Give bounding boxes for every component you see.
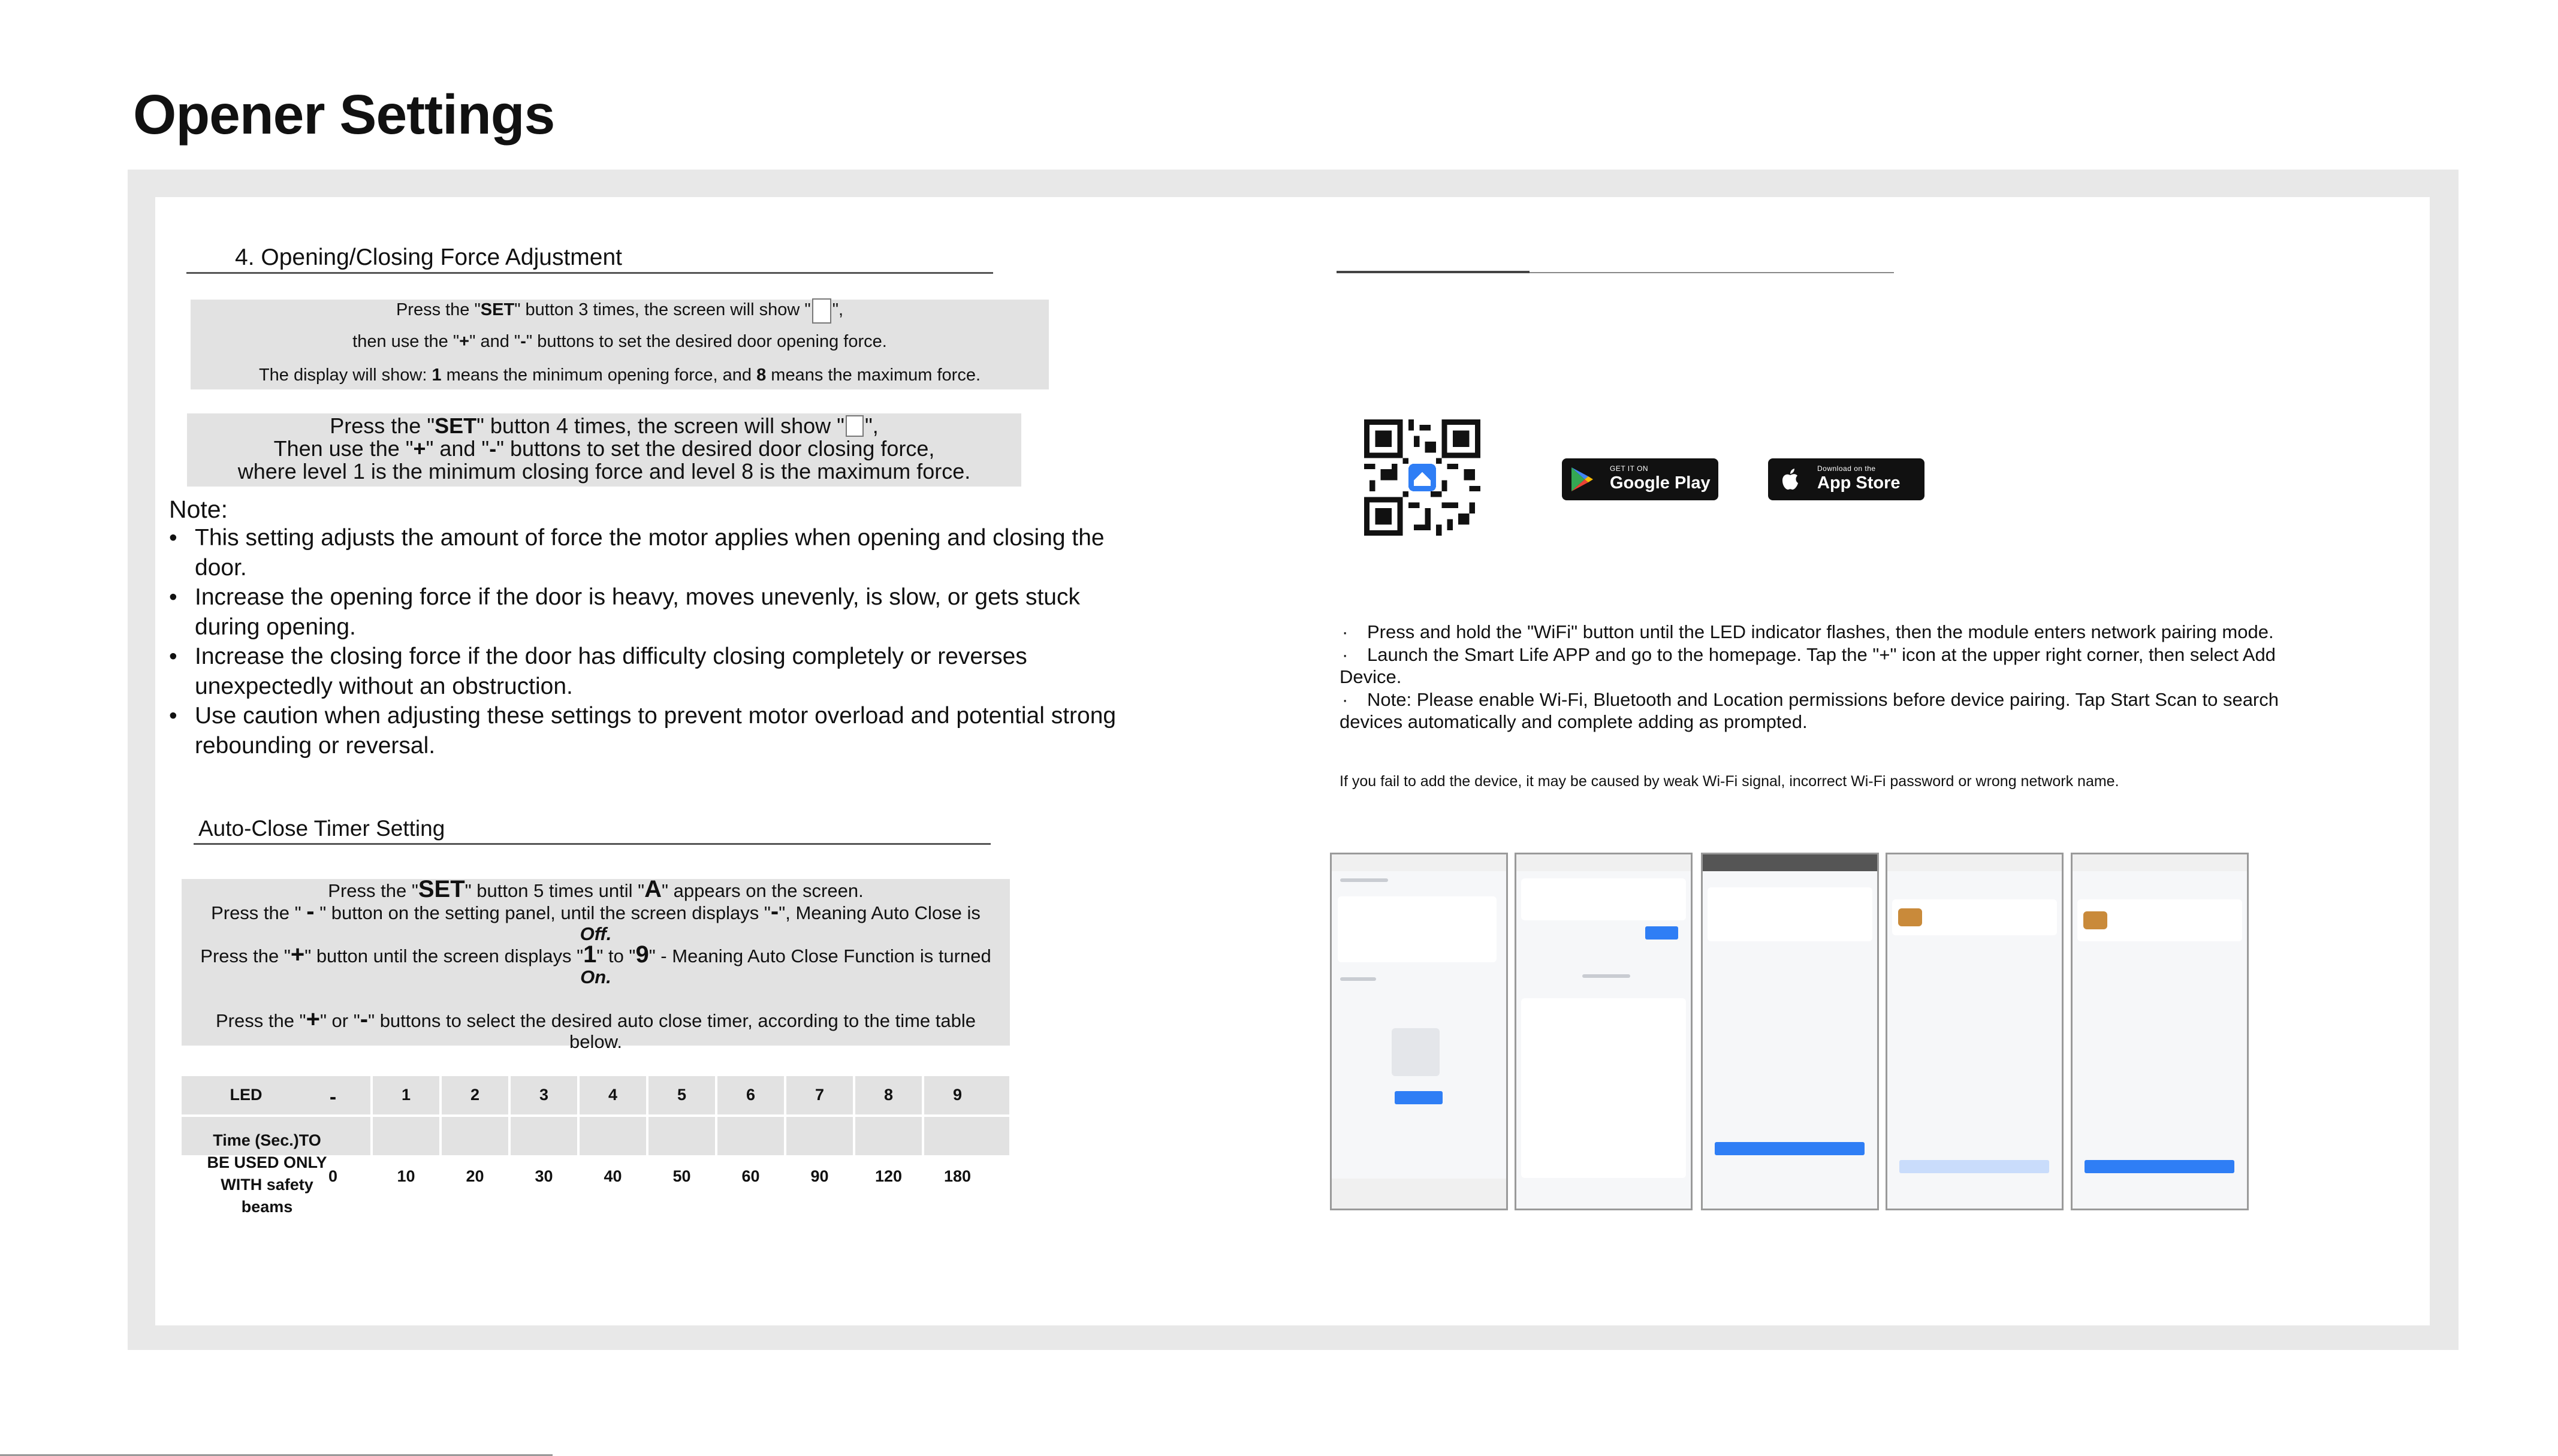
text: " buttons to select the desired auto close timer, according to the time table bbox=[368, 1010, 976, 1031]
text: means the maximum force. bbox=[766, 365, 981, 385]
column-separator bbox=[853, 1117, 855, 1155]
text: " button 4 times, the screen will show " bbox=[476, 413, 844, 438]
auto-close-instructions bbox=[182, 876, 1010, 1052]
google-play-button[interactable] bbox=[1562, 458, 1718, 500]
level-cell: 1 bbox=[401, 1086, 411, 1104]
closing-line-2 bbox=[187, 437, 1021, 460]
step-bullet: · bbox=[1342, 644, 1349, 665]
level-cell: 4 bbox=[608, 1086, 618, 1104]
seconds-cell: 120 bbox=[874, 1167, 903, 1185]
auto-on-text: On. bbox=[580, 966, 611, 987]
auto-line-4 bbox=[182, 1006, 1010, 1032]
app-screenshot-add-device bbox=[1515, 853, 1693, 1210]
app-screenshot-wifi bbox=[1701, 853, 1879, 1210]
placeholder-line bbox=[1340, 878, 1388, 882]
scan-button bbox=[1645, 926, 1678, 940]
force-notes-list bbox=[169, 523, 1128, 760]
column-separator bbox=[577, 1117, 580, 1155]
add-device-button bbox=[1395, 1091, 1443, 1104]
done-button-disabled bbox=[1899, 1160, 2049, 1173]
opening-force-instructions bbox=[191, 300, 1049, 389]
plus-key: + bbox=[459, 332, 470, 351]
placeholder-card bbox=[1338, 896, 1497, 962]
plus-key: + bbox=[290, 941, 305, 968]
column-separator bbox=[784, 1076, 786, 1114]
max-value: 8 bbox=[756, 365, 767, 385]
garage-icon bbox=[1898, 908, 1922, 926]
column-separator bbox=[784, 1117, 786, 1155]
column-separator bbox=[922, 1076, 924, 1114]
display-a: A bbox=[644, 876, 662, 902]
app-heading-rule-accent bbox=[1337, 271, 1530, 273]
text: " button until the screen displays " bbox=[304, 946, 584, 966]
app-screenshot-added bbox=[2071, 853, 2249, 1210]
note-item: • Increase the opening force if the door is heavy, moves unevenly, is slow, or gets stuck during opening. bbox=[169, 582, 1128, 642]
google-play-icon bbox=[1570, 466, 1594, 493]
level-cell: 7 bbox=[815, 1086, 825, 1104]
opening-line-1 bbox=[191, 298, 1049, 324]
minus-key: - bbox=[306, 898, 315, 925]
closing-line-1 bbox=[187, 415, 1021, 437]
step-bullet: · bbox=[1342, 621, 1349, 642]
auto-line-2 bbox=[182, 898, 1010, 925]
device-grid-card bbox=[1521, 998, 1686, 1178]
text: " button 5 times until " bbox=[464, 880, 645, 901]
garage-icon bbox=[2083, 911, 2107, 929]
force-heading-rule bbox=[186, 272, 993, 274]
text: " or " bbox=[319, 1010, 360, 1031]
column-separator bbox=[508, 1117, 511, 1155]
column-separator bbox=[370, 1076, 373, 1114]
text: The display will show: bbox=[258, 365, 432, 385]
pairing-step bbox=[1340, 621, 2286, 644]
auto-close-rule bbox=[194, 843, 991, 845]
level-cell: 5 bbox=[677, 1086, 687, 1104]
text: Press the " bbox=[396, 300, 481, 319]
seconds-cell: 60 bbox=[741, 1167, 760, 1185]
text: " button on the setting panel, until the screen displays " bbox=[314, 902, 771, 923]
minus-key: - bbox=[360, 1006, 369, 1032]
force-section-heading: 4. Opening/Closing Force Adjustment bbox=[235, 244, 623, 270]
text: Press the " bbox=[330, 413, 435, 438]
app-store-small: Download on the bbox=[1817, 464, 1876, 473]
pairing-steps bbox=[1340, 621, 2286, 733]
row-label-line: BE USED ONLY bbox=[207, 1153, 327, 1171]
troubleshoot-hint: If you fail to add the device, it may be caused by weak Wi-Fi signal, incorrect Wi-Fi password or wrong network name. bbox=[1340, 773, 2119, 790]
step-text: Press and hold the "WiFi" button until the LED indicator flashes, then the module enters network pairing mode. bbox=[1367, 621, 2274, 642]
auto-line-4-end: below. bbox=[569, 1031, 622, 1052]
closing-line-3: where level 1 is the minimum closing force and level 8 is the maximum force. bbox=[237, 459, 971, 484]
column-separator bbox=[922, 1117, 924, 1155]
column-separator bbox=[370, 1117, 373, 1155]
text: Press the " bbox=[200, 946, 291, 966]
column-separator bbox=[853, 1076, 855, 1114]
text: Press the " bbox=[211, 902, 307, 923]
text: Press the " bbox=[328, 880, 418, 901]
qr-code-icon[interactable] bbox=[1359, 419, 1485, 536]
pairing-step bbox=[1340, 688, 2286, 733]
note-item: • Use caution when adjusting these settings to prevent motor overload and potential strong rebounding or reversal. bbox=[169, 701, 1128, 760]
time-row-label bbox=[188, 1129, 346, 1218]
text: ", bbox=[832, 300, 844, 319]
google-play-small: GET IT ON bbox=[1610, 464, 1649, 473]
min-value: 1 bbox=[432, 365, 442, 385]
text: " button 3 times, the screen will show " bbox=[514, 300, 811, 319]
row-separator bbox=[182, 1114, 313, 1117]
status-bar bbox=[1332, 854, 1506, 871]
app-store-label: App Store bbox=[1817, 473, 1901, 493]
step-bullet: · bbox=[1342, 688, 1349, 710]
placeholder-line bbox=[1340, 977, 1376, 981]
text: " - Meaning Auto Close Function is turned bbox=[648, 946, 991, 966]
app-screenshot-home bbox=[1330, 853, 1508, 1210]
seconds-cell: 90 bbox=[810, 1167, 829, 1185]
done-button bbox=[2085, 1160, 2234, 1173]
text: then use the " bbox=[352, 332, 460, 351]
level-cell: 6 bbox=[746, 1086, 756, 1104]
level-cell: 3 bbox=[539, 1086, 549, 1104]
opening-line-3 bbox=[191, 365, 1049, 385]
tab-bar bbox=[1332, 1179, 1506, 1209]
placeholder-line bbox=[1582, 974, 1630, 978]
display-one: 1 bbox=[583, 941, 597, 968]
level-cell: - bbox=[329, 1086, 337, 1108]
device-placeholder-icon bbox=[1392, 1028, 1440, 1076]
text: means the minimum opening force, and bbox=[441, 365, 757, 385]
auto-off-text: Off. bbox=[580, 923, 612, 944]
row-label-line: WITH safety bbox=[221, 1176, 313, 1194]
level-cell: 8 bbox=[883, 1086, 894, 1104]
status-bar bbox=[1887, 854, 2062, 871]
text: ", bbox=[864, 413, 879, 438]
seconds-cell: 20 bbox=[466, 1167, 484, 1185]
status-bar bbox=[1516, 854, 1691, 871]
text: Press the " bbox=[216, 1010, 306, 1031]
display-digit-icon bbox=[812, 298, 831, 324]
page-title: Opener Settings bbox=[133, 83, 555, 146]
level-cell: 9 bbox=[952, 1086, 963, 1104]
column-separator bbox=[715, 1117, 717, 1155]
plus-key: + bbox=[306, 1006, 320, 1032]
row-label-line: beams bbox=[241, 1198, 293, 1216]
text: " and " bbox=[469, 332, 521, 351]
column-separator bbox=[439, 1076, 442, 1114]
led-header: LED bbox=[230, 1086, 263, 1104]
text: " to " bbox=[596, 946, 636, 966]
apple-icon bbox=[1781, 468, 1799, 491]
closing-force-instructions bbox=[187, 413, 1021, 487]
column-separator bbox=[646, 1117, 648, 1155]
column-separator bbox=[715, 1076, 717, 1114]
text: Then use the " bbox=[273, 436, 414, 461]
seconds-cell: 40 bbox=[604, 1167, 622, 1185]
app-store-button[interactable] bbox=[1768, 458, 1924, 500]
text: " appears on the screen. bbox=[661, 880, 864, 901]
auto-line-3 bbox=[182, 941, 1010, 968]
column-separator bbox=[646, 1076, 648, 1114]
next-button bbox=[1715, 1142, 1865, 1155]
minus-key: - bbox=[489, 436, 497, 461]
column-separator bbox=[508, 1076, 511, 1114]
column-separator bbox=[577, 1076, 580, 1114]
google-play-label: Google Play bbox=[1610, 473, 1711, 493]
column-separator bbox=[439, 1117, 442, 1155]
set-key: SET bbox=[480, 300, 515, 319]
set-key: SET bbox=[418, 876, 465, 902]
display-digit-icon bbox=[846, 415, 864, 437]
placeholder-card bbox=[1521, 878, 1686, 920]
status-bar bbox=[2073, 854, 2247, 871]
display-nine: 9 bbox=[635, 941, 649, 968]
wifi-form-card bbox=[1708, 887, 1872, 941]
seconds-cell: 0 bbox=[328, 1167, 338, 1185]
text: " buttons to set the desired door opening force. bbox=[526, 332, 887, 351]
text: " and " bbox=[426, 436, 490, 461]
level-cell: 2 bbox=[470, 1086, 480, 1104]
step-text: Launch the Smart Life APP and go to the homepage. Tap the "+" icon at the upper right corner, then select Add Device. bbox=[1340, 644, 2276, 687]
seconds-cell: 180 bbox=[943, 1167, 972, 1185]
row-label-line: Time (Sec.)TO bbox=[213, 1131, 321, 1149]
seconds-cell: 10 bbox=[397, 1167, 415, 1185]
opening-line-2 bbox=[191, 332, 1049, 352]
pairing-step bbox=[1340, 644, 2286, 688]
text: " buttons to set the desired door closing force, bbox=[496, 436, 935, 461]
seconds-cell: 50 bbox=[672, 1167, 691, 1185]
note-item: • Increase the closing force if the door has difficulty closing completely or reverses unexpectedly without an obstruction. bbox=[169, 642, 1128, 701]
auto-close-heading: Auto-Close Timer Setting bbox=[198, 816, 445, 841]
minus-key: - bbox=[520, 332, 526, 351]
text: ", Meaning Auto Close is bbox=[779, 902, 981, 923]
note-label: Note: bbox=[169, 496, 228, 523]
step-text: Note: Please enable Wi-Fi, Bluetooth and Location permissions before device pairing. Tap Start Scan to search devices automatically and complete adding as prompted. bbox=[1340, 688, 2279, 732]
plus-key: + bbox=[413, 436, 426, 461]
app-screenshot-scanning bbox=[1886, 853, 2064, 1210]
status-bar bbox=[1703, 854, 1877, 871]
set-key: SET bbox=[435, 413, 477, 438]
seconds-cell: 30 bbox=[535, 1167, 553, 1185]
note-item: • This setting adjusts the amount of force the motor applies when opening and closing the door. bbox=[169, 523, 1128, 582]
display-dash: - bbox=[770, 898, 779, 925]
